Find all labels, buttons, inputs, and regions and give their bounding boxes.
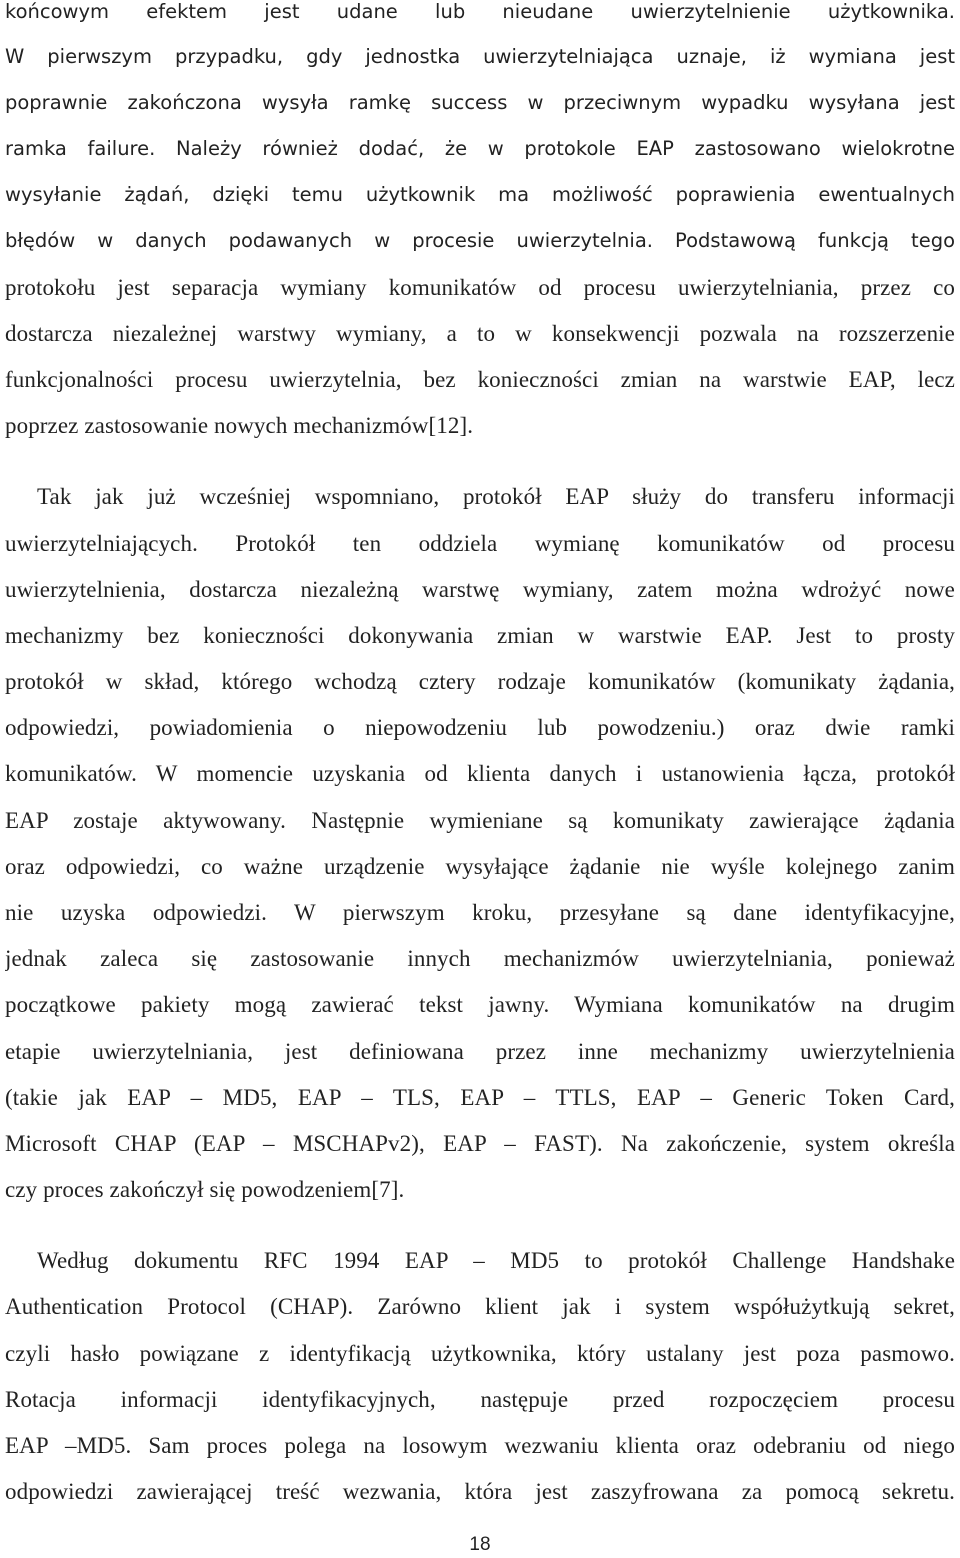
text-line: nie uzyska odpowiedzi. W pierwszym kroku, przesyłane są dane identyfikacyjne,	[5, 900, 955, 925]
text-line: błędów w danych podawanych w procesie uwierzytelnia. Podstawową funkcją tego	[5, 229, 955, 252]
text-line: etapie uwierzytelniania, jest definiowana przez inne mechanizmy uwierzytelnienia	[5, 1039, 955, 1064]
text-line: czyli hasło powiązane z identyfikacją użytkownika, który ustalany jest poza pasmowo.	[5, 1341, 955, 1366]
text-line: (takie jak EAP – MD5, EAP – TLS, EAP – TTLS, EAP – Generic Token Card,	[5, 1085, 955, 1110]
text-line: czy proces zakończył się powodzeniem[7].	[5, 1177, 405, 1202]
text-line: odpowiedzi zawierającej treść wezwania, która jest zaszyfrowana za pomocą sekretu.	[5, 1479, 955, 1504]
text-line: ramka failure. Należy również dodać, że w protokole EAP zastosowano wielokrotne	[5, 137, 955, 160]
text-line: Według dokumentu RFC 1994 EAP – MD5 to protokół Challenge Handshake	[37, 1248, 955, 1273]
text-line: Authentication Protocol (CHAP). Zarówno klient jak i system współużytkują sekret,	[5, 1294, 955, 1319]
text-line: Microsoft CHAP (EAP – MSCHAPv2), EAP – FAST). Na zakończenie, system określa	[5, 1131, 955, 1156]
text-line: funkcjonalności procesu uwierzytelnia, bez konieczności zmian na warstwie EAP, lecz	[5, 367, 955, 392]
text-line: uwierzytelnienia, dostarcza niezależną warstwę wymiany, zatem można wdrożyć nowe	[5, 577, 955, 602]
text-line: Rotacja informacji identyfikacyjnych, następuje przed rozpoczęciem procesu	[5, 1387, 955, 1412]
text-line: wysyłanie żądań, dzięki temu użytkownik ma możliwość poprawienia ewentualnych	[5, 183, 955, 206]
text-line: jednak zaleca się zastosowanie innych mechanizmów uwierzytelniania, ponieważ	[5, 946, 955, 971]
text-line: końcowym efektem jest udane lub nieudane uwierzytelnienie użytkownika.	[5, 0, 955, 23]
text-line: protokołu jest separacja wymiany komunikatów od procesu uwierzytelniania, przez co	[5, 275, 955, 300]
text-line: odpowiedzi, powiadomienia o niepowodzeniu lub powodzeniu.) oraz dwie ramki	[5, 715, 955, 740]
text-line: protokół w skład, którego wchodzą cztery rodzaje komunikatów (komunikaty żądania,	[5, 669, 955, 694]
text-line: oraz odpowiedzi, co ważne urządzenie wysyłające żądanie nie wyśle kolejnego zanim	[5, 854, 955, 879]
text-line: komunikatów. W momencie uzyskania od klienta danych i ustanowienia łącza, protokół	[5, 761, 955, 786]
text-line: EAP zostaje aktywowany. Następnie wymieniane są komunikaty zawierające żądania	[5, 808, 955, 833]
text-line: dostarcza niezależnej warstwy wymiany, a to w konsekwencji pozwala na rozszerzenie	[5, 321, 955, 346]
text-line: Tak jak już wcześniej wspomniano, protokół EAP służy do transferu informacji	[37, 484, 955, 509]
text-line: poprzez zastosowanie nowych mechanizmów[12].	[5, 413, 474, 438]
text-line: EAP –MD5. Sam proces polega na losowym wezwaniu klienta oraz odebraniu od niego	[5, 1433, 955, 1458]
text-line: W pierwszym przypadku, gdy jednostka uwierzytelniająca uznaje, iż wymiana jest	[5, 45, 955, 68]
text-line: uwierzytelniających. Protokół ten oddziela wymianę komunikatów od procesu	[5, 531, 955, 556]
text-line: poprawnie zakończona wysyła ramkę success w przeciwnym wypadku wysyłana jest	[5, 91, 955, 114]
text-line: początkowe pakiety mogą zawierać tekst jawny. Wymiana komunikatów na drugim	[5, 992, 955, 1017]
page-number: 18	[469, 1534, 491, 1555]
text-line: mechanizmy bez konieczności dokonywania zmian w warstwie EAP. Jest to prosty	[5, 623, 955, 648]
